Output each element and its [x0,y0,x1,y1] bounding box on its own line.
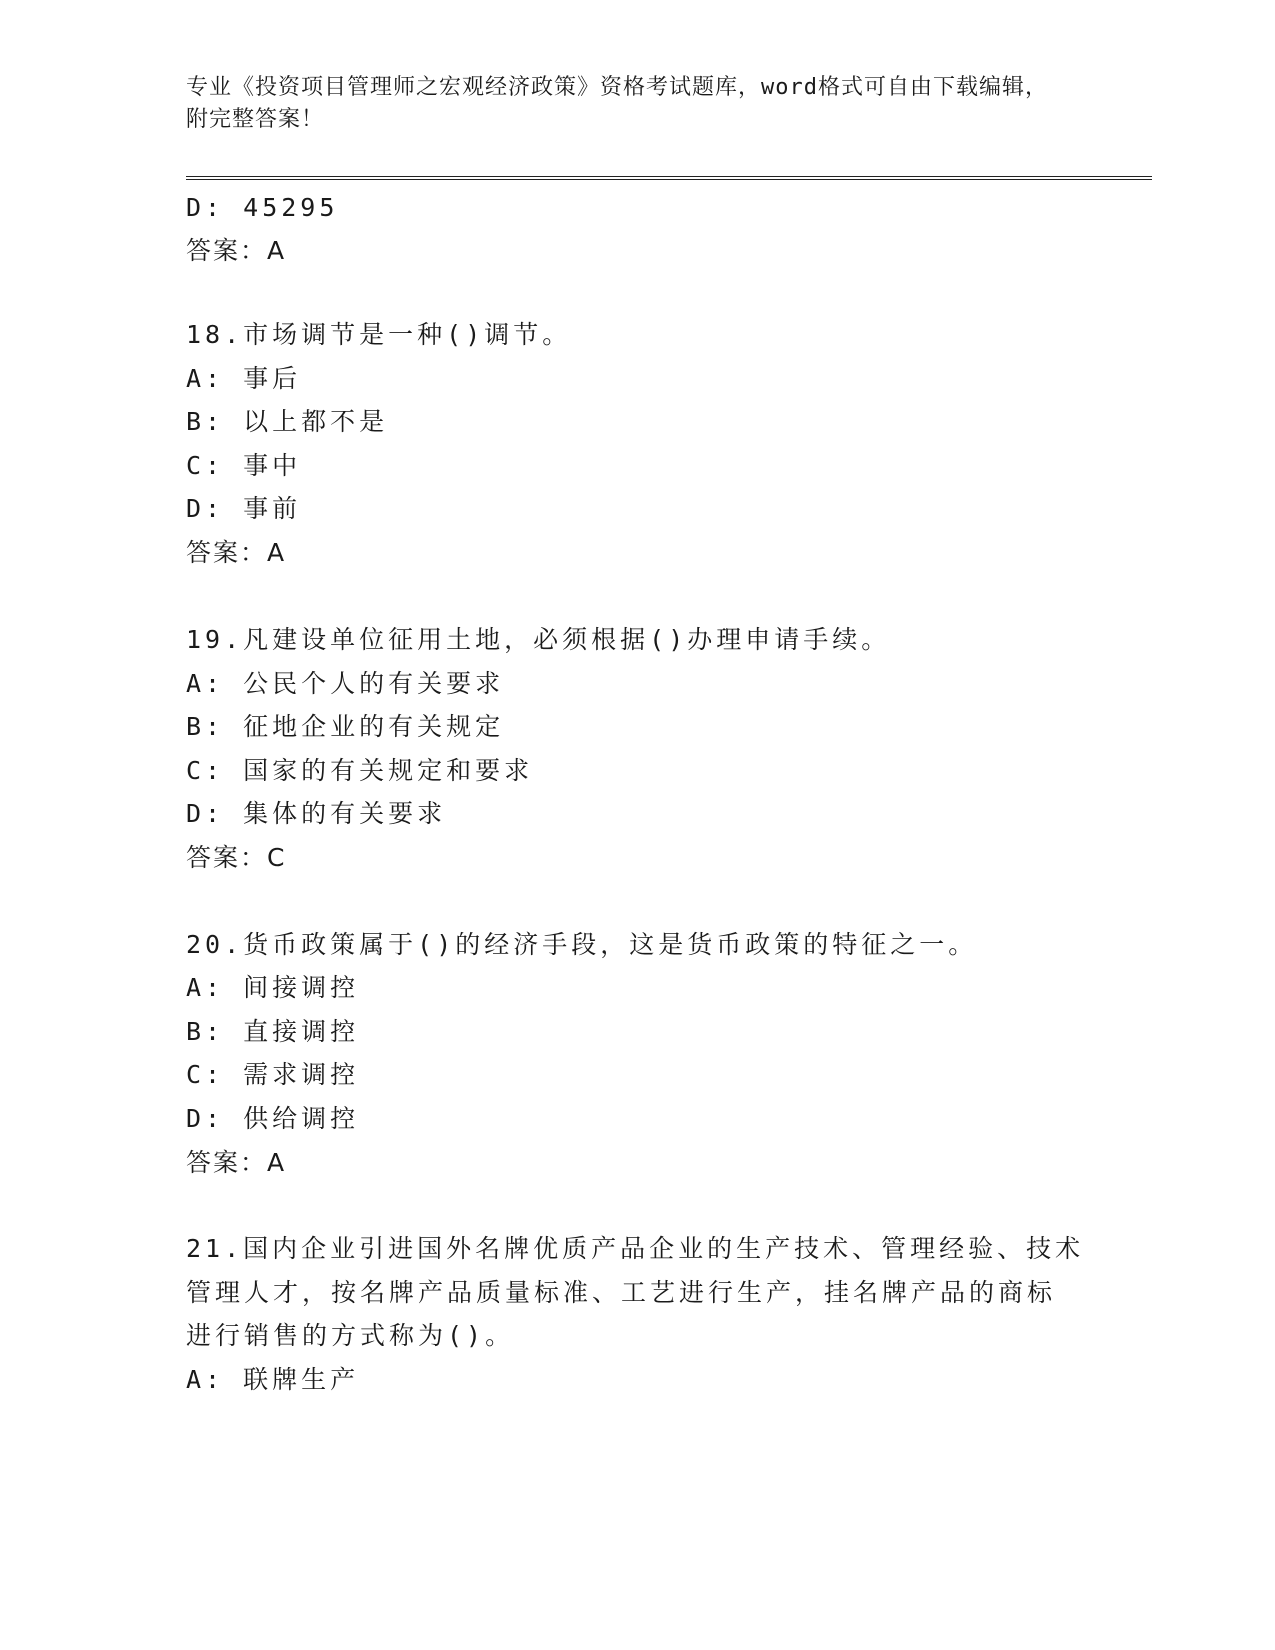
header-divider [186,176,1152,180]
prev-option-d: D: 45295 [186,193,339,222]
question-18-option-a: A: 事后 [186,364,302,393]
question-19-option-c: C: 国家的有关规定和要求 [186,756,534,785]
question-18-option-d: D: 事前 [186,494,302,523]
question-19-option-b: B: 征地企业的有关规定 [186,712,505,741]
question-21-stem-line-2: 管理人才，按名牌产品质量标准、工艺进行生产，挂名牌产品的商标 [186,1278,1057,1307]
question-18-option-b: B: 以上都不是 [186,407,389,436]
question-19-option-d: D: 集体的有关要求 [186,799,447,828]
question-20-option-b: B: 直接调控 [186,1017,360,1046]
question-19-option-a: A: 公民个人的有关要求 [186,669,505,698]
question-19-stem: 19.凡建设单位征用土地，必须根据()办理申请手续。 [186,625,891,654]
question-20-option-d: D: 供给调控 [186,1104,360,1133]
prev-answer: 答案：A [186,236,287,265]
question-20-stem: 20.货币政策属于()的经济手段，这是货币政策的特征之一。 [186,930,978,959]
question-20-answer: 答案：A [186,1148,287,1177]
page-header: 专业《投资项目管理师之宏观经济政策》资格考试题库，word格式可自由下载编辑，附完整答案！ [186,75,1048,132]
question-18-answer: 答案：A [186,538,287,567]
question-18-stem: 18.市场调节是一种()调节。 [186,320,572,349]
question-19-answer: 答案：C [186,843,287,872]
question-18-option-c: C: 事中 [186,451,302,480]
question-20-option-a: A: 间接调控 [186,973,360,1002]
question-20-option-c: C: 需求调控 [186,1060,360,1089]
question-21-stem-line-3: 进行销售的方式称为()。 [186,1321,515,1350]
question-21-option-a: A: 联牌生产 [186,1365,360,1394]
question-21-stem-line-1: 21.国内企业引进国外名牌优质产品企业的生产技术、管理经验、技术 [186,1234,1085,1263]
